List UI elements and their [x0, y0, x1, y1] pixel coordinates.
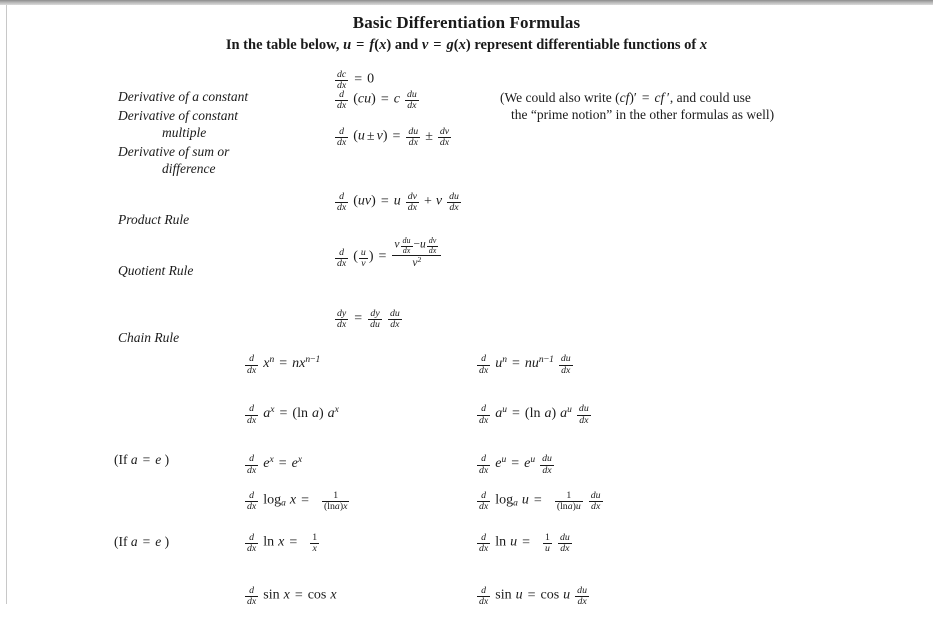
subtitle-v-definition: v [421, 37, 429, 53]
formula-x-log-base-a: $\frac{d}{dx}$ $\log_a x$ = $\frac{1}{(\ln a)x}$ [247, 490, 348, 513]
fraction-d-dx: $\frac{d}{dx}$ [247, 490, 257, 513]
fraction-d-dx: $\frac{d}{dx}$ [247, 353, 257, 376]
fraction-d-dx: $\frac{d}{dx}$ [479, 532, 489, 555]
rule-note-line2: the “prime notion” in the other formulas as well) [511, 107, 775, 122]
fraction-du-dx: $\frac{du}{dx}$ [590, 490, 601, 513]
fraction-d-dx: $\frac{d}{dx}$ [479, 585, 489, 608]
page-subtitle: In the table below, u = f(x) and v = g(x) represent differentiable functions of x [225, 37, 708, 53]
paired-formulas-table [0, 345, 933, 622]
table-row [0, 227, 933, 289]
subtitle-lead: In the table below, [225, 37, 344, 53]
rule-label: Derivative of a constant [118, 88, 249, 104]
table-row [0, 530, 933, 586]
fraction-d-dx: $\frac{d}{dx}$ [479, 403, 489, 426]
formula-u-natural-log: $\frac{d}{dx}$ ln u = $\frac{1}{u}$ $\frac{du}{dx}$ [479, 532, 570, 555]
rule-formula: $\frac{d}{dx}$ (u ± v) = $\frac{du}{dx}$ ± $\frac{dv}{dx}$ [337, 126, 450, 149]
table-row [0, 397, 933, 449]
formula-condition: (If a = e ) [114, 534, 170, 549]
fraction-d-dx: $\frac{d}{dx}$ [479, 453, 489, 476]
formula-x-exponential-e: $\frac{d}{dx}$ $e^x = e^x$ [247, 453, 303, 476]
fraction-du-dx: $\frac{du}{dx}$ [408, 126, 419, 149]
fraction-one-over-x: $\frac{1}{x}$ [312, 532, 318, 555]
fraction-dy-du: $\frac{dy}{du}$ [370, 308, 380, 331]
fraction-du-dx: $\frac{du}{dx}$ [389, 308, 400, 331]
formula-u-exponential-base-a: $\frac{d}{dx}$ $a^u = (\ln$ a) $a^u$ $\frac{du}{dx}$ [479, 403, 589, 426]
fraction-u-v: $\frac{u}{v}$ [360, 246, 366, 270]
subtitle-u-definition: u [343, 37, 352, 53]
fraction-d-dx: $\frac{d}{dx}$ [479, 490, 489, 513]
fraction-d-dx: $\frac{d}{dx}$ [337, 126, 347, 149]
fraction-du-dx: $\frac{du}{dx}$ [449, 191, 459, 214]
table-row [0, 449, 933, 489]
formula-u-log-base-a: $\frac{d}{dx}$ $\log_a u$ = $\frac{1}{(\ln a)u}$ $\frac{du}{dx}$ [479, 490, 601, 513]
fraction-one-over-u: $\frac{1}{u}$ [545, 532, 550, 555]
fraction-dy-dx: $\frac{dy}{dx}$ [337, 308, 347, 331]
fraction-dv-dx: $\frac{dv}{dx}$ [439, 126, 450, 149]
formula-u-power-rule: $\frac{d}{dx}$ $u^n = nu^{n-1}$ $\frac{du}{dx}$ [479, 353, 571, 376]
table-row [0, 345, 933, 397]
rule-note-line1: (We could also write (cf)′ = cf ′, and could use [500, 90, 751, 105]
fraction-d-dx: $\frac{d}{dx}$ [337, 89, 347, 112]
table-row [0, 289, 933, 345]
fraction-d-dx: $\frac{d}{dx}$ [337, 191, 347, 214]
formula-x-sine: $\frac{d}{dx}$ sin x = cos x [247, 585, 337, 608]
table-row [0, 125, 933, 179]
page-title: Basic Differentiation Formulas [352, 13, 581, 32]
table-row [0, 179, 933, 227]
fraction-du-dx: $\frac{du}{dx}$ [560, 353, 571, 376]
rules-table [0, 69, 933, 345]
document-header [0, 13, 933, 54]
formula-x-power-rule: $\frac{d}{dx}$ $x^n = nx^{n-1}$ [247, 353, 321, 376]
fraction-du-dx: $\frac{du}{dx}$ [542, 453, 552, 476]
fraction-du-dx: $\frac{du}{dx}$ [577, 585, 587, 608]
fraction-one-over-lna-u: $\frac{1}{(\ln a)u}$ [556, 490, 581, 513]
table-row [0, 586, 933, 622]
subtitle-mid: and [391, 37, 422, 53]
fraction-d-dx: $\frac{d}{dx}$ [247, 403, 257, 426]
rule-formula: $\frac{dy}{dx}$ = $\frac{dy}{du}$ $\frac{du}{dx}$ [337, 308, 400, 331]
fraction-dc-dx: $\frac{dc}{dx}$ [337, 69, 347, 92]
fraction-d-dx: $\frac{d}{dx}$ [337, 246, 347, 270]
fraction-du-dx: $\frac{du}{dx}$ [559, 532, 570, 555]
rule-label: Derivative of constant multiple [118, 107, 238, 140]
formula-condition: (If a = e ) [114, 452, 170, 467]
rule-label: Product Rule [118, 211, 190, 227]
rule-formula: $\frac{dc}{dx}$ = 0 [337, 69, 375, 92]
rule-formula: $\frac{d}{dx}$ ( $\frac{u}{v}$ ) = v $\frac{du}{dx}$ −u $\frac{dv}{dx}$ $v^2$ [334, 237, 442, 269]
fraction-quotient: v $\frac{du}{dx}$ −u $\frac{dv}{dx}$ $v^2$ [392, 237, 441, 269]
rule-note [500, 89, 920, 123]
rule-formula: $\frac{d}{dx}$ (uv) = u $\frac{dv}{dx}$ + v $\frac{du}{dx}$ [337, 191, 459, 214]
page-top-border [0, 0, 933, 5]
formula-u-sine: $\frac{d}{dx}$ sin u = cos u $\frac{du}{dx}$ [479, 585, 587, 608]
table-row [0, 489, 933, 530]
formula-x-exponential-base-a: $\frac{d}{dx}$ $a^x = (\ln$ a) $a^x$ [247, 403, 339, 426]
formula-x-natural-log: $\frac{d}{dx}$ ln x = $\frac{1}{x}$ [247, 532, 318, 555]
fraction-du-dx: $\frac{du}{dx}$ [406, 89, 417, 112]
fraction-one-over-lna-x: $\frac{1}{(\ln a)x}$ [324, 490, 348, 513]
fraction-dv-dx: $\frac{dv}{dx}$ [407, 191, 417, 214]
formula-u-exponential-e: $\frac{d}{dx}$ $e^u = e^u$ $\frac{du}{dx}$ [479, 453, 552, 476]
fraction-d-dx: $\frac{d}{dx}$ [247, 585, 257, 608]
rule-formula: $\frac{d}{dx}$ (cu) = c $\frac{du}{dx}$ [337, 89, 417, 112]
rule-label: Quotient Rule [118, 262, 194, 278]
rule-label: Derivative of sum or difference [118, 143, 230, 176]
rule-label: Chain Rule [118, 329, 180, 345]
fraction-d-dx: $\frac{d}{dx}$ [479, 353, 489, 376]
fraction-d-dx: $\frac{d}{dx}$ [247, 532, 257, 555]
subtitle-tail: represent differentiable functions of [470, 37, 700, 53]
fraction-d-dx: $\frac{d}{dx}$ [247, 453, 257, 476]
fraction-du-dx: $\frac{du}{dx}$ [578, 403, 589, 426]
